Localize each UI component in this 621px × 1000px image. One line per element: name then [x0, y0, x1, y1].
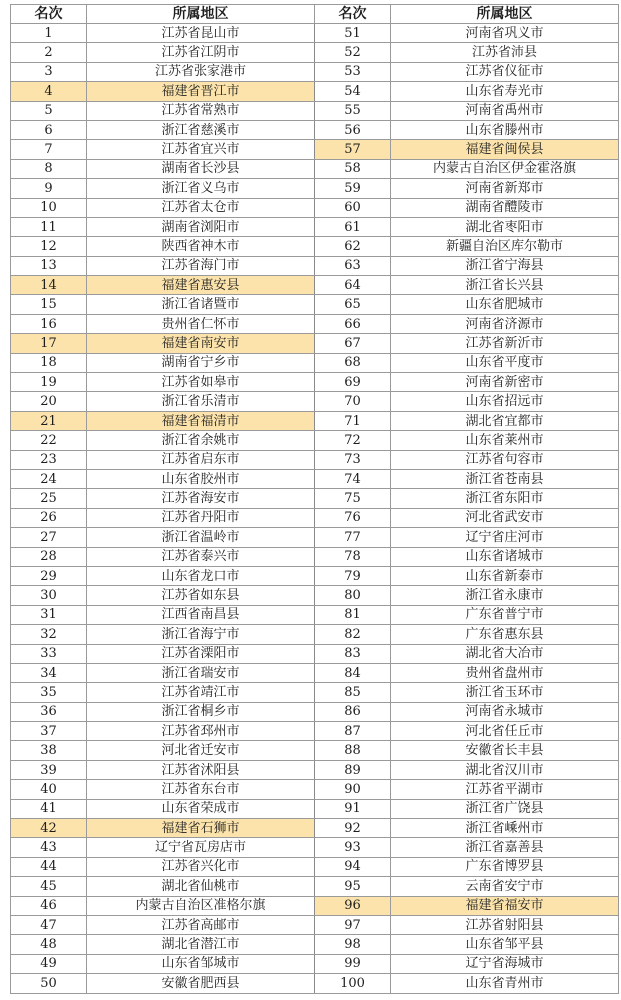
table-body — [11, 24, 619, 994]
rank-cell: 1 — [11, 24, 87, 43]
rank-cell: 52 — [315, 43, 391, 62]
region-cell: 浙江省温岭市 — [87, 528, 315, 547]
rank-cell: 90 — [315, 780, 391, 799]
rank-cell: 58 — [315, 159, 391, 178]
rank-cell: 82 — [315, 625, 391, 644]
table-row — [11, 469, 619, 488]
region-cell: 山东省平度市 — [391, 353, 619, 372]
region-cell: 安徽省肥西县 — [87, 974, 315, 994]
region-cell: 河北省任丘市 — [391, 722, 619, 741]
table-row — [11, 295, 619, 314]
rank-cell: 46 — [11, 896, 87, 915]
rank-cell: 78 — [315, 547, 391, 566]
table-row — [11, 237, 619, 256]
rank-cell: 9 — [11, 179, 87, 198]
header-region-right: 所属地区 — [391, 5, 619, 24]
region-cell: 山东省荣成市 — [87, 799, 315, 818]
rank-cell: 81 — [315, 605, 391, 624]
table-row — [11, 799, 619, 818]
rank-cell: 74 — [315, 469, 391, 488]
table-row — [11, 896, 619, 915]
region-cell: 云南省安宁市 — [391, 877, 619, 896]
rank-cell: 69 — [315, 373, 391, 392]
table-row — [11, 101, 619, 120]
table-row — [11, 702, 619, 721]
region-cell: 江苏省常熟市 — [87, 101, 315, 120]
table-row — [11, 780, 619, 799]
region-cell: 贵州省盘州市 — [391, 663, 619, 682]
rank-cell: 77 — [315, 528, 391, 547]
region-cell: 山东省肥城市 — [391, 295, 619, 314]
table-row — [11, 411, 619, 430]
rank-cell: 22 — [11, 431, 87, 450]
region-cell: 广东省普宁市 — [391, 605, 619, 624]
rank-cell: 93 — [315, 838, 391, 857]
table-row — [11, 605, 619, 624]
rank-cell: 35 — [11, 683, 87, 702]
region-cell: 浙江省余姚市 — [87, 431, 315, 450]
rank-cell: 71 — [315, 411, 391, 430]
region-cell: 江苏省丹阳市 — [87, 508, 315, 527]
region-cell: 湖南省醴陵市 — [391, 198, 619, 217]
region-cell: 河北省武安市 — [391, 508, 619, 527]
region-cell: 湖北省枣阳市 — [391, 217, 619, 236]
table-row — [11, 450, 619, 469]
region-cell: 山东省新泰市 — [391, 566, 619, 585]
rank-cell: 59 — [315, 179, 391, 198]
region-cell: 山东省招远市 — [391, 392, 619, 411]
rank-cell: 33 — [11, 644, 87, 663]
rank-cell: 73 — [315, 450, 391, 469]
region-cell: 安徽省长丰县 — [391, 741, 619, 760]
rank-cell: 45 — [11, 877, 87, 896]
rank-cell: 30 — [11, 586, 87, 605]
rank-cell: 49 — [11, 954, 87, 973]
table-row — [11, 276, 619, 295]
ranking-table — [10, 4, 619, 994]
rank-cell: 21 — [11, 411, 87, 430]
region-cell: 江苏省张家港市 — [87, 62, 315, 81]
region-cell: 福建省福安市 — [391, 896, 619, 915]
rank-cell: 39 — [11, 760, 87, 779]
table-row — [11, 43, 619, 62]
region-cell: 湖南省长沙县 — [87, 159, 315, 178]
rank-cell: 25 — [11, 489, 87, 508]
table-row — [11, 198, 619, 217]
region-cell: 浙江省长兴县 — [391, 276, 619, 295]
rank-cell: 85 — [315, 683, 391, 702]
rank-cell: 44 — [11, 857, 87, 876]
region-cell: 河南省永城市 — [391, 702, 619, 721]
rank-cell: 61 — [315, 217, 391, 236]
region-cell: 山东省滕州市 — [391, 120, 619, 139]
region-cell: 内蒙古自治区伊金霍洛旗 — [391, 159, 619, 178]
rank-cell: 31 — [11, 605, 87, 624]
region-cell: 湖南省浏阳市 — [87, 217, 315, 236]
rank-cell: 20 — [11, 392, 87, 411]
region-cell: 江苏省如东县 — [87, 586, 315, 605]
rank-cell: 19 — [11, 373, 87, 392]
rank-cell: 27 — [11, 528, 87, 547]
table-row — [11, 722, 619, 741]
table-row — [11, 82, 619, 101]
region-cell: 江苏省海安市 — [87, 489, 315, 508]
rank-cell: 72 — [315, 431, 391, 450]
table-row — [11, 547, 619, 566]
region-cell: 湖北省仙桃市 — [87, 877, 315, 896]
table-row — [11, 508, 619, 527]
table-row — [11, 741, 619, 760]
table-row — [11, 819, 619, 838]
rank-cell: 13 — [11, 256, 87, 275]
rank-cell: 24 — [11, 469, 87, 488]
region-cell: 江苏省靖江市 — [87, 683, 315, 702]
region-cell: 辽宁省瓦房店市 — [87, 838, 315, 857]
region-cell: 福建省闽侯县 — [391, 140, 619, 159]
table-row — [11, 373, 619, 392]
rank-cell: 94 — [315, 857, 391, 876]
table-row — [11, 392, 619, 411]
rank-cell: 41 — [11, 799, 87, 818]
rank-cell: 96 — [315, 896, 391, 915]
table-row — [11, 159, 619, 178]
rank-cell: 98 — [315, 935, 391, 954]
region-cell: 浙江省诸暨市 — [87, 295, 315, 314]
region-cell: 福建省惠安县 — [87, 276, 315, 295]
table-row — [11, 256, 619, 275]
region-cell: 湖北省汉川市 — [391, 760, 619, 779]
region-cell: 山东省邹城市 — [87, 954, 315, 973]
region-cell: 河北省迁安市 — [87, 741, 315, 760]
region-cell: 江苏省平湖市 — [391, 780, 619, 799]
rank-cell: 42 — [11, 819, 87, 838]
rank-cell: 43 — [11, 838, 87, 857]
region-cell: 江苏省新沂市 — [391, 334, 619, 353]
region-cell: 湖北省宜都市 — [391, 411, 619, 430]
region-cell: 内蒙古自治区准格尔旗 — [87, 896, 315, 915]
table-row — [11, 760, 619, 779]
region-cell: 江苏省仪征市 — [391, 62, 619, 81]
table-row — [11, 334, 619, 353]
table-row — [11, 217, 619, 236]
rank-cell: 34 — [11, 663, 87, 682]
region-cell: 浙江省东阳市 — [391, 489, 619, 508]
table-row — [11, 915, 619, 934]
rank-cell: 5 — [11, 101, 87, 120]
table-header-row — [11, 5, 619, 24]
region-cell: 山东省龙口市 — [87, 566, 315, 585]
region-cell: 河南省禹州市 — [391, 101, 619, 120]
rank-cell: 57 — [315, 140, 391, 159]
table-row — [11, 179, 619, 198]
region-cell: 广东省博罗县 — [391, 857, 619, 876]
rank-cell: 64 — [315, 276, 391, 295]
region-cell: 江苏省沛县 — [391, 43, 619, 62]
table-row — [11, 24, 619, 43]
rank-cell: 99 — [315, 954, 391, 973]
rank-cell: 67 — [315, 334, 391, 353]
rank-cell: 32 — [11, 625, 87, 644]
rank-cell: 83 — [315, 644, 391, 663]
rank-cell: 40 — [11, 780, 87, 799]
table-row — [11, 683, 619, 702]
table-row — [11, 140, 619, 159]
region-cell: 浙江省慈溪市 — [87, 120, 315, 139]
region-cell: 湖北省大冶市 — [391, 644, 619, 663]
region-cell: 江苏省东台市 — [87, 780, 315, 799]
rank-cell: 63 — [315, 256, 391, 275]
rank-cell: 80 — [315, 586, 391, 605]
table-row — [11, 489, 619, 508]
region-cell: 山东省寿光市 — [391, 82, 619, 101]
region-cell: 河南省巩义市 — [391, 24, 619, 43]
region-cell: 湖南省宁乡市 — [87, 353, 315, 372]
rank-cell: 86 — [315, 702, 391, 721]
rank-cell: 65 — [315, 295, 391, 314]
region-cell: 山东省邹平县 — [391, 935, 619, 954]
table-row — [11, 663, 619, 682]
region-cell: 福建省晋江市 — [87, 82, 315, 101]
region-cell: 江苏省射阳县 — [391, 915, 619, 934]
region-cell: 江苏省如皋市 — [87, 373, 315, 392]
region-cell: 河南省济源市 — [391, 314, 619, 333]
rank-cell: 66 — [315, 314, 391, 333]
region-cell: 浙江省广饶县 — [391, 799, 619, 818]
region-cell: 江苏省江阴市 — [87, 43, 315, 62]
rank-cell: 26 — [11, 508, 87, 527]
rank-cell: 76 — [315, 508, 391, 527]
rank-cell: 55 — [315, 101, 391, 120]
rank-cell: 14 — [11, 276, 87, 295]
rank-cell: 50 — [11, 974, 87, 994]
rank-cell: 51 — [315, 24, 391, 43]
rank-cell: 95 — [315, 877, 391, 896]
table-row — [11, 838, 619, 857]
rank-cell: 92 — [315, 819, 391, 838]
region-cell: 福建省南安市 — [87, 334, 315, 353]
region-cell: 浙江省嘉善县 — [391, 838, 619, 857]
region-cell: 江苏省邳州市 — [87, 722, 315, 741]
region-cell: 江苏省沭阳县 — [87, 760, 315, 779]
rank-cell: 79 — [315, 566, 391, 585]
region-cell: 山东省青州市 — [391, 974, 619, 994]
region-cell: 浙江省义乌市 — [87, 179, 315, 198]
region-cell: 浙江省海宁市 — [87, 625, 315, 644]
region-cell: 浙江省嵊州市 — [391, 819, 619, 838]
table-row — [11, 431, 619, 450]
rank-cell: 62 — [315, 237, 391, 256]
region-cell: 河南省新密市 — [391, 373, 619, 392]
rank-cell: 88 — [315, 741, 391, 760]
rank-cell: 8 — [11, 159, 87, 178]
region-cell: 陕西省神木市 — [87, 237, 315, 256]
rank-cell: 48 — [11, 935, 87, 954]
rank-cell: 38 — [11, 741, 87, 760]
region-cell: 广东省惠东县 — [391, 625, 619, 644]
table-row — [11, 857, 619, 876]
rank-cell: 87 — [315, 722, 391, 741]
rank-cell: 91 — [315, 799, 391, 818]
region-cell: 新疆自治区库尔勒市 — [391, 237, 619, 256]
table-row — [11, 314, 619, 333]
table-row — [11, 974, 619, 994]
rank-cell: 68 — [315, 353, 391, 372]
region-cell: 浙江省玉环市 — [391, 683, 619, 702]
table-row — [11, 644, 619, 663]
rank-cell: 3 — [11, 62, 87, 81]
rank-cell: 4 — [11, 82, 87, 101]
region-cell: 江苏省兴化市 — [87, 857, 315, 876]
rank-cell: 7 — [11, 140, 87, 159]
region-cell: 江苏省泰兴市 — [87, 547, 315, 566]
rank-cell: 29 — [11, 566, 87, 585]
rank-cell: 23 — [11, 450, 87, 469]
rank-cell: 60 — [315, 198, 391, 217]
region-cell: 湖北省潜江市 — [87, 935, 315, 954]
region-cell: 浙江省桐乡市 — [87, 702, 315, 721]
rank-cell: 12 — [11, 237, 87, 256]
table-row — [11, 954, 619, 973]
table-row — [11, 566, 619, 585]
table-row — [11, 625, 619, 644]
region-cell: 辽宁省庄河市 — [391, 528, 619, 547]
rank-cell: 75 — [315, 489, 391, 508]
table-row — [11, 877, 619, 896]
rank-cell: 37 — [11, 722, 87, 741]
rank-cell: 70 — [315, 392, 391, 411]
region-cell: 山东省诸城市 — [391, 547, 619, 566]
rank-cell: 84 — [315, 663, 391, 682]
rank-cell: 28 — [11, 547, 87, 566]
rank-cell: 2 — [11, 43, 87, 62]
region-cell: 浙江省永康市 — [391, 586, 619, 605]
rank-cell: 54 — [315, 82, 391, 101]
rank-cell: 97 — [315, 915, 391, 934]
rank-cell: 16 — [11, 314, 87, 333]
region-cell: 福建省石狮市 — [87, 819, 315, 838]
region-cell: 江苏省海门市 — [87, 256, 315, 275]
region-cell: 江苏省昆山市 — [87, 24, 315, 43]
table-row — [11, 353, 619, 372]
header-rank-right: 名次 — [315, 5, 391, 24]
rank-cell: 10 — [11, 198, 87, 217]
table-row — [11, 586, 619, 605]
rank-cell: 18 — [11, 353, 87, 372]
region-cell: 辽宁省海城市 — [391, 954, 619, 973]
rank-cell: 47 — [11, 915, 87, 934]
table-row — [11, 62, 619, 81]
region-cell: 浙江省瑞安市 — [87, 663, 315, 682]
region-cell: 江苏省溧阳市 — [87, 644, 315, 663]
region-cell: 福建省福清市 — [87, 411, 315, 430]
region-cell: 江苏省太仓市 — [87, 198, 315, 217]
region-cell: 江苏省句容市 — [391, 450, 619, 469]
region-cell: 江苏省高邮市 — [87, 915, 315, 934]
table-row — [11, 935, 619, 954]
rank-cell: 15 — [11, 295, 87, 314]
region-cell: 浙江省乐清市 — [87, 392, 315, 411]
region-cell: 浙江省宁海县 — [391, 256, 619, 275]
region-cell: 山东省莱州市 — [391, 431, 619, 450]
rank-cell: 6 — [11, 120, 87, 139]
region-cell: 贵州省仁怀市 — [87, 314, 315, 333]
header-rank-left: 名次 — [11, 5, 87, 24]
rank-cell: 53 — [315, 62, 391, 81]
rank-cell: 56 — [315, 120, 391, 139]
region-cell: 江苏省宜兴市 — [87, 140, 315, 159]
region-cell: 江苏省启东市 — [87, 450, 315, 469]
rank-cell: 100 — [315, 974, 391, 994]
rank-cell: 11 — [11, 217, 87, 236]
table-row — [11, 528, 619, 547]
region-cell: 浙江省苍南县 — [391, 469, 619, 488]
rank-cell: 36 — [11, 702, 87, 721]
table-row — [11, 120, 619, 139]
region-cell: 河南省新郑市 — [391, 179, 619, 198]
region-cell: 江西省南昌县 — [87, 605, 315, 624]
rank-cell: 17 — [11, 334, 87, 353]
rank-cell: 89 — [315, 760, 391, 779]
region-cell: 山东省胶州市 — [87, 469, 315, 488]
header-region-left: 所属地区 — [87, 5, 315, 24]
